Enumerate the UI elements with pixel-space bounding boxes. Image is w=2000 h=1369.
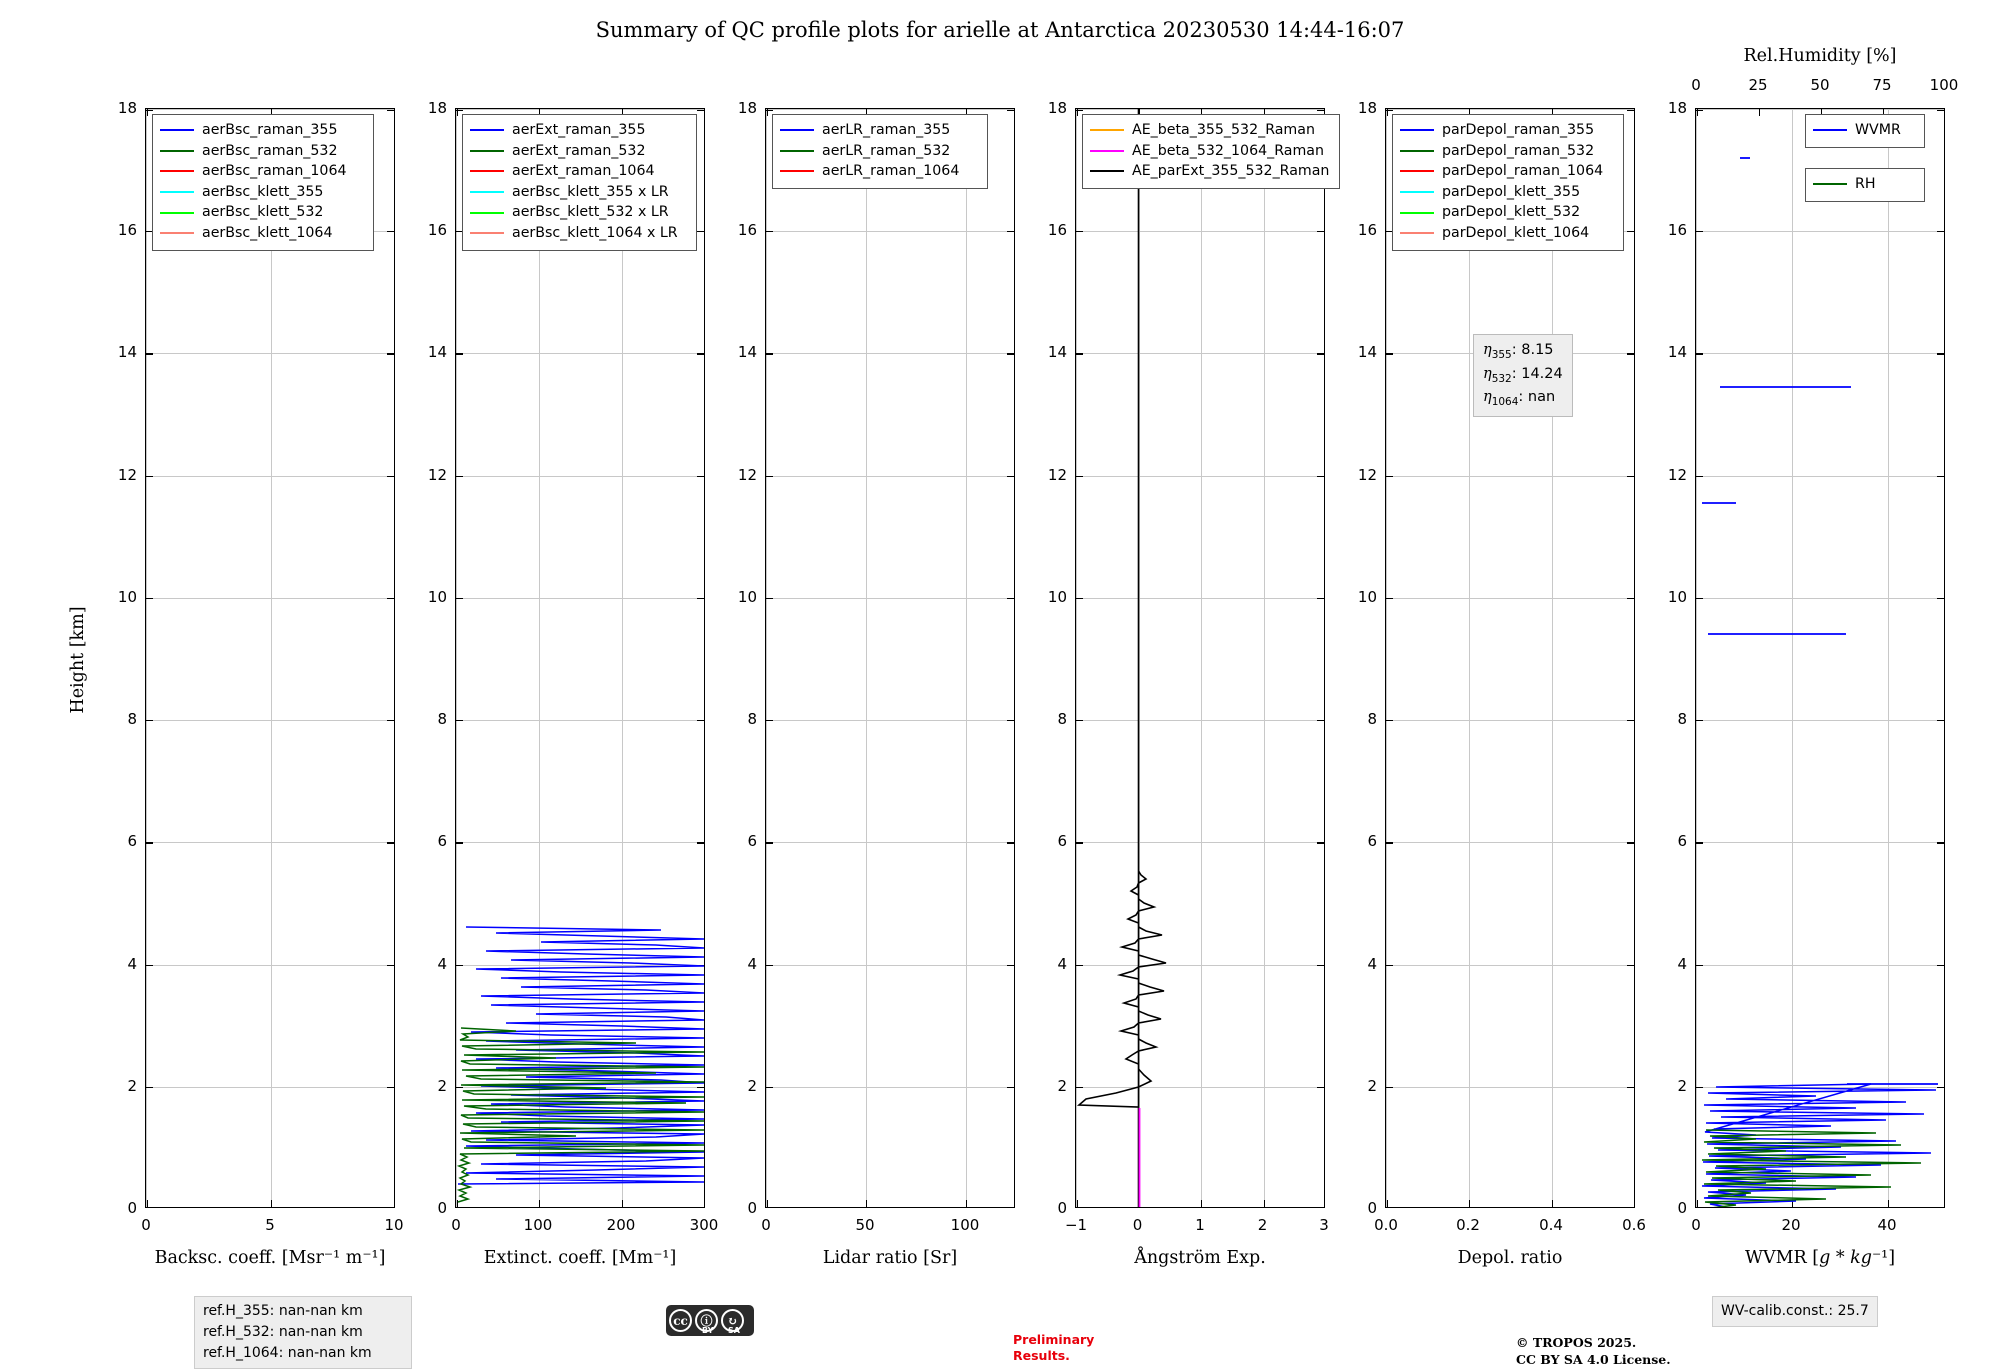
ytick-label: 16 bbox=[117, 221, 137, 240]
series-AE_beta_532_1064_Raman bbox=[1076, 109, 1325, 1208]
ytick-label: 18 bbox=[1047, 99, 1067, 117]
xtick-label: 2 bbox=[1257, 1216, 1268, 1234]
legend-line-icon bbox=[1090, 170, 1124, 172]
ytick-label: 16 bbox=[1667, 221, 1687, 240]
xtick-label: −1 bbox=[1064, 1216, 1088, 1234]
ytick-label: 2 bbox=[1057, 1076, 1067, 1095]
cc-sa-label: SA bbox=[728, 1326, 740, 1335]
xtick-label: 100 bbox=[523, 1216, 553, 1234]
xtick-label: 0.4 bbox=[1539, 1216, 1563, 1234]
legend-line-icon bbox=[160, 212, 194, 214]
xtick-label: 0 bbox=[761, 1216, 771, 1234]
ytick-label: 14 bbox=[1047, 343, 1067, 362]
ytick-label: 8 bbox=[1367, 710, 1377, 729]
legend-line-icon bbox=[780, 150, 814, 152]
legend-item: parDepol_raman_532 bbox=[1400, 141, 1616, 162]
xtick-label: 100 bbox=[950, 1216, 980, 1234]
ytick-label: 10 bbox=[117, 587, 137, 606]
legend-depol-ratio bbox=[1392, 114, 1624, 251]
legend-line-icon bbox=[160, 129, 194, 131]
series-RH bbox=[1696, 109, 1945, 1208]
ytick-label: 6 bbox=[437, 832, 447, 851]
legend-line-icon bbox=[780, 170, 814, 172]
legend-line-icon bbox=[160, 170, 194, 172]
legend-item: WVMR bbox=[1813, 120, 1917, 141]
legend-line-icon bbox=[470, 232, 504, 234]
ytick-label: 12 bbox=[1357, 465, 1377, 484]
xtick-label: 40 bbox=[1877, 1216, 1897, 1234]
plot-area-angstrom[interactable] bbox=[1075, 108, 1325, 1208]
legend-item: parDepol_raman_1064 bbox=[1400, 161, 1616, 182]
xtick-label: 10 bbox=[384, 1216, 404, 1234]
legend-backscatter bbox=[152, 114, 374, 251]
top-xtick-label: 100 bbox=[1929, 76, 1959, 94]
legend-rh bbox=[1805, 168, 1925, 202]
ytick-label: 8 bbox=[747, 710, 757, 729]
xtick-label: 0 bbox=[1132, 1216, 1143, 1234]
ytick-label: 0 bbox=[437, 1199, 447, 1217]
xtick-label: 0 bbox=[1691, 1216, 1701, 1234]
legend-line-icon bbox=[470, 170, 504, 172]
legend-item: aerBsc_raman_1064 bbox=[160, 161, 366, 182]
legend-line-icon bbox=[470, 212, 504, 214]
ytick-label: 2 bbox=[747, 1076, 757, 1095]
legend-angstrom bbox=[1082, 114, 1340, 189]
ytick-label: 12 bbox=[1047, 465, 1067, 484]
ytick-label: 18 bbox=[117, 99, 137, 117]
ref-h-532: ref.H_532: nan-nan km bbox=[203, 1324, 363, 1340]
legend-line-icon bbox=[160, 150, 194, 152]
ytick-label: 6 bbox=[1057, 832, 1067, 851]
plot-area-lidar-ratio[interactable] bbox=[765, 108, 1015, 1208]
ytick-label: 16 bbox=[1357, 221, 1377, 240]
ytick-label: 12 bbox=[117, 465, 137, 484]
xtick-label: 200 bbox=[606, 1216, 636, 1234]
ytick-label: 14 bbox=[737, 343, 757, 362]
top-xtick-label: 0 bbox=[1691, 76, 1701, 94]
ytick-label: 12 bbox=[1667, 465, 1687, 484]
eta-532: $\eta_{532}$: 14.24 bbox=[1483, 365, 1563, 385]
ytick-label: 4 bbox=[1677, 954, 1687, 973]
panel-lidar-ratio bbox=[737, 99, 1015, 1268]
legend-line-icon bbox=[160, 191, 194, 193]
ytick-label: 2 bbox=[437, 1076, 447, 1095]
legend-line-icon bbox=[1400, 232, 1434, 234]
legend-item: AE_beta_532_1064_Raman bbox=[1090, 141, 1332, 162]
ytick-label: 18 bbox=[1357, 99, 1377, 117]
legend-item: aerBsc_klett_355 x LR bbox=[470, 182, 689, 203]
ytick-label: 14 bbox=[1357, 343, 1377, 362]
ytick-label: 0 bbox=[1057, 1199, 1067, 1217]
ytick-label: 12 bbox=[427, 465, 447, 484]
ytick-label: 14 bbox=[1667, 343, 1687, 362]
x-axis-label: Backsc. coeff. [Msr⁻¹ m⁻¹] bbox=[154, 1248, 386, 1268]
ytick-label: 4 bbox=[437, 954, 447, 973]
ytick-label: 0 bbox=[1677, 1199, 1687, 1217]
legend-line-icon bbox=[1400, 129, 1434, 131]
ytick-label: 14 bbox=[117, 343, 137, 362]
panel-wvmr bbox=[1667, 46, 1959, 1268]
legend-item: parDepol_klett_355 bbox=[1400, 182, 1616, 203]
ytick-label: 10 bbox=[1357, 587, 1377, 606]
legend-line-icon bbox=[1400, 170, 1434, 172]
legend-line-icon bbox=[470, 150, 504, 152]
legend-item: aerLR_raman_355 bbox=[780, 120, 980, 141]
legend-item: AE_parExt_355_532_Raman bbox=[1090, 161, 1332, 182]
legend-item: parDepol_klett_532 bbox=[1400, 202, 1616, 223]
legend-line-icon bbox=[1400, 212, 1434, 214]
xtick-label: 1 bbox=[1195, 1216, 1205, 1234]
xtick-label: 300 bbox=[689, 1216, 719, 1234]
ytick-label: 2 bbox=[1677, 1076, 1687, 1095]
ytick-label: 6 bbox=[747, 832, 757, 851]
ytick-label: 16 bbox=[427, 221, 447, 240]
panel-depol-ratio bbox=[1357, 99, 1646, 1268]
x-axis-label: Ångström Exp. bbox=[1134, 1248, 1266, 1268]
cc-icon: cc bbox=[669, 1309, 692, 1332]
legend-item: aerBsc_raman_355 bbox=[160, 120, 366, 141]
xtick-label: 0.0 bbox=[1374, 1216, 1398, 1234]
legend-line-icon bbox=[470, 191, 504, 193]
legend-wvmr bbox=[1805, 114, 1925, 148]
wv-calib-text: WV-calib.const.: 25.7 bbox=[1721, 1303, 1869, 1319]
panel-backscatter bbox=[117, 99, 404, 1268]
preliminary-results-note: Preliminary Results. bbox=[1013, 1332, 1095, 1364]
legend-line-icon bbox=[780, 129, 814, 131]
xtick-label: 5 bbox=[265, 1216, 275, 1234]
cc-sa-icon: ↻ bbox=[721, 1309, 744, 1332]
series-aerExt_raman_532 bbox=[456, 109, 705, 1208]
ytick-label: 16 bbox=[1047, 221, 1067, 240]
xtick-label: 3 bbox=[1319, 1216, 1329, 1234]
top-x-axis-label: Rel.Humidity [%] bbox=[1743, 46, 1897, 66]
cc-license-badge[interactable] bbox=[666, 1305, 754, 1336]
ytick-label: 4 bbox=[747, 954, 757, 973]
legend-line-icon bbox=[1813, 129, 1847, 131]
ytick-label: 6 bbox=[1367, 832, 1377, 851]
ytick-label: 10 bbox=[737, 587, 757, 606]
ytick-label: 6 bbox=[1677, 832, 1687, 851]
legend-item: aerExt_raman_355 bbox=[470, 120, 689, 141]
legend-line-icon bbox=[1400, 191, 1434, 193]
ytick-label: 4 bbox=[1367, 954, 1377, 973]
eta-355: $\eta_{355}$: 8.15 bbox=[1483, 342, 1554, 361]
legend-item: aerBsc_klett_532 x LR bbox=[470, 202, 689, 223]
ytick-label: 8 bbox=[1057, 710, 1067, 729]
ref-h-1064: ref.H_1064: nan-nan km bbox=[203, 1345, 372, 1361]
ytick-label: 0 bbox=[1367, 1199, 1377, 1217]
ytick-label: 16 bbox=[737, 221, 757, 240]
xtick-label: 0 bbox=[141, 1216, 151, 1234]
plot-area-wvmr[interactable] bbox=[1695, 108, 1945, 1208]
copyright-note: © TROPOS 2025. CC BY SA 4.0 License. bbox=[1516, 1335, 1671, 1367]
plot-area-extinction[interactable] bbox=[455, 108, 705, 1208]
y-axis-label: Height [km] bbox=[68, 606, 88, 714]
ytick-label: 0 bbox=[127, 1199, 137, 1217]
legend-item: aerExt_raman_1064 bbox=[470, 161, 689, 182]
legend-item: aerBsc_klett_1064 x LR bbox=[470, 223, 689, 244]
panel-extinction bbox=[427, 99, 719, 1268]
panel-angstrom bbox=[1047, 99, 1330, 1268]
xtick-label: 50 bbox=[855, 1216, 875, 1234]
legend-item: parDepol_raman_355 bbox=[1400, 120, 1616, 141]
xtick-label: 0.6 bbox=[1622, 1216, 1646, 1234]
ytick-label: 0 bbox=[747, 1199, 757, 1217]
legend-line-icon bbox=[1090, 150, 1124, 152]
ytick-label: 6 bbox=[127, 832, 137, 851]
top-xtick-label: 75 bbox=[1872, 76, 1892, 94]
x-axis-label: WVMR [𝑔 * 𝑘𝑔⁻¹] bbox=[1744, 1248, 1896, 1268]
x-axis-label: Extinct. coeff. [Mm⁻¹] bbox=[483, 1248, 677, 1268]
eta-annotation-box bbox=[1473, 334, 1573, 417]
ytick-label: 2 bbox=[127, 1076, 137, 1095]
page-title: Summary of QC profile plots for arielle at Antarctica 20230530 14:44-16:07 bbox=[595, 18, 1405, 42]
ytick-label: 18 bbox=[737, 99, 757, 117]
ref-h-355: ref.H_355: nan-nan km bbox=[203, 1303, 363, 1319]
ytick-label: 4 bbox=[1057, 954, 1067, 973]
reference-heights-box bbox=[194, 1296, 412, 1369]
legend-item: aerBsc_klett_1064 bbox=[160, 223, 366, 244]
cc-by-label: BY bbox=[702, 1326, 714, 1335]
top-xtick-label: 50 bbox=[1810, 76, 1830, 94]
legend-item: aerExt_raman_532 bbox=[470, 141, 689, 162]
ytick-label: 14 bbox=[427, 343, 447, 362]
legend-line-icon bbox=[470, 129, 504, 131]
plot-area-backscatter[interactable] bbox=[145, 108, 395, 1208]
legend-item: AE_beta_355_532_Raman bbox=[1090, 120, 1332, 141]
ytick-label: 8 bbox=[127, 710, 137, 729]
ytick-label: 10 bbox=[427, 587, 447, 606]
legend-line-icon bbox=[1400, 150, 1434, 152]
ytick-label: 8 bbox=[437, 710, 447, 729]
ytick-label: 10 bbox=[1667, 587, 1687, 606]
cc-by-icon: ⓘ bbox=[695, 1309, 718, 1332]
legend-lidar-ratio bbox=[772, 114, 988, 189]
legend-line-icon bbox=[1090, 129, 1124, 131]
legend-item: aerBsc_raman_532 bbox=[160, 141, 366, 162]
top-xtick-label: 25 bbox=[1748, 76, 1768, 94]
plot-area-depol-ratio[interactable] bbox=[1385, 108, 1635, 1208]
xtick-label: 0.2 bbox=[1456, 1216, 1480, 1234]
x-axis-label: Lidar ratio [Sr] bbox=[822, 1248, 958, 1268]
legend-extinction bbox=[462, 114, 697, 251]
ytick-label: 10 bbox=[1047, 587, 1067, 606]
eta-1064: $\eta_{1064}$: nan bbox=[1483, 389, 1556, 409]
legend-item: RH bbox=[1813, 174, 1917, 195]
ytick-label: 12 bbox=[737, 465, 757, 484]
legend-item: aerLR_raman_1064 bbox=[780, 161, 980, 182]
legend-item: aerLR_raman_532 bbox=[780, 141, 980, 162]
ytick-label: 18 bbox=[427, 99, 447, 117]
ytick-label: 2 bbox=[1367, 1076, 1377, 1095]
ytick-label: 18 bbox=[1667, 99, 1687, 117]
legend-line-icon bbox=[160, 232, 194, 234]
x-axis-label: Depol. ratio bbox=[1457, 1248, 1563, 1268]
xtick-label: 0 bbox=[451, 1216, 461, 1234]
wv-calib-box bbox=[1712, 1296, 1878, 1327]
xtick-label: 20 bbox=[1781, 1216, 1801, 1234]
ytick-label: 8 bbox=[1677, 710, 1687, 729]
ytick-label: 4 bbox=[127, 954, 137, 973]
legend-item: aerBsc_klett_355 bbox=[160, 182, 366, 203]
legend-item: aerBsc_klett_532 bbox=[160, 202, 366, 223]
legend-line-icon bbox=[1813, 183, 1847, 185]
legend-item: parDepol_klett_1064 bbox=[1400, 223, 1616, 244]
